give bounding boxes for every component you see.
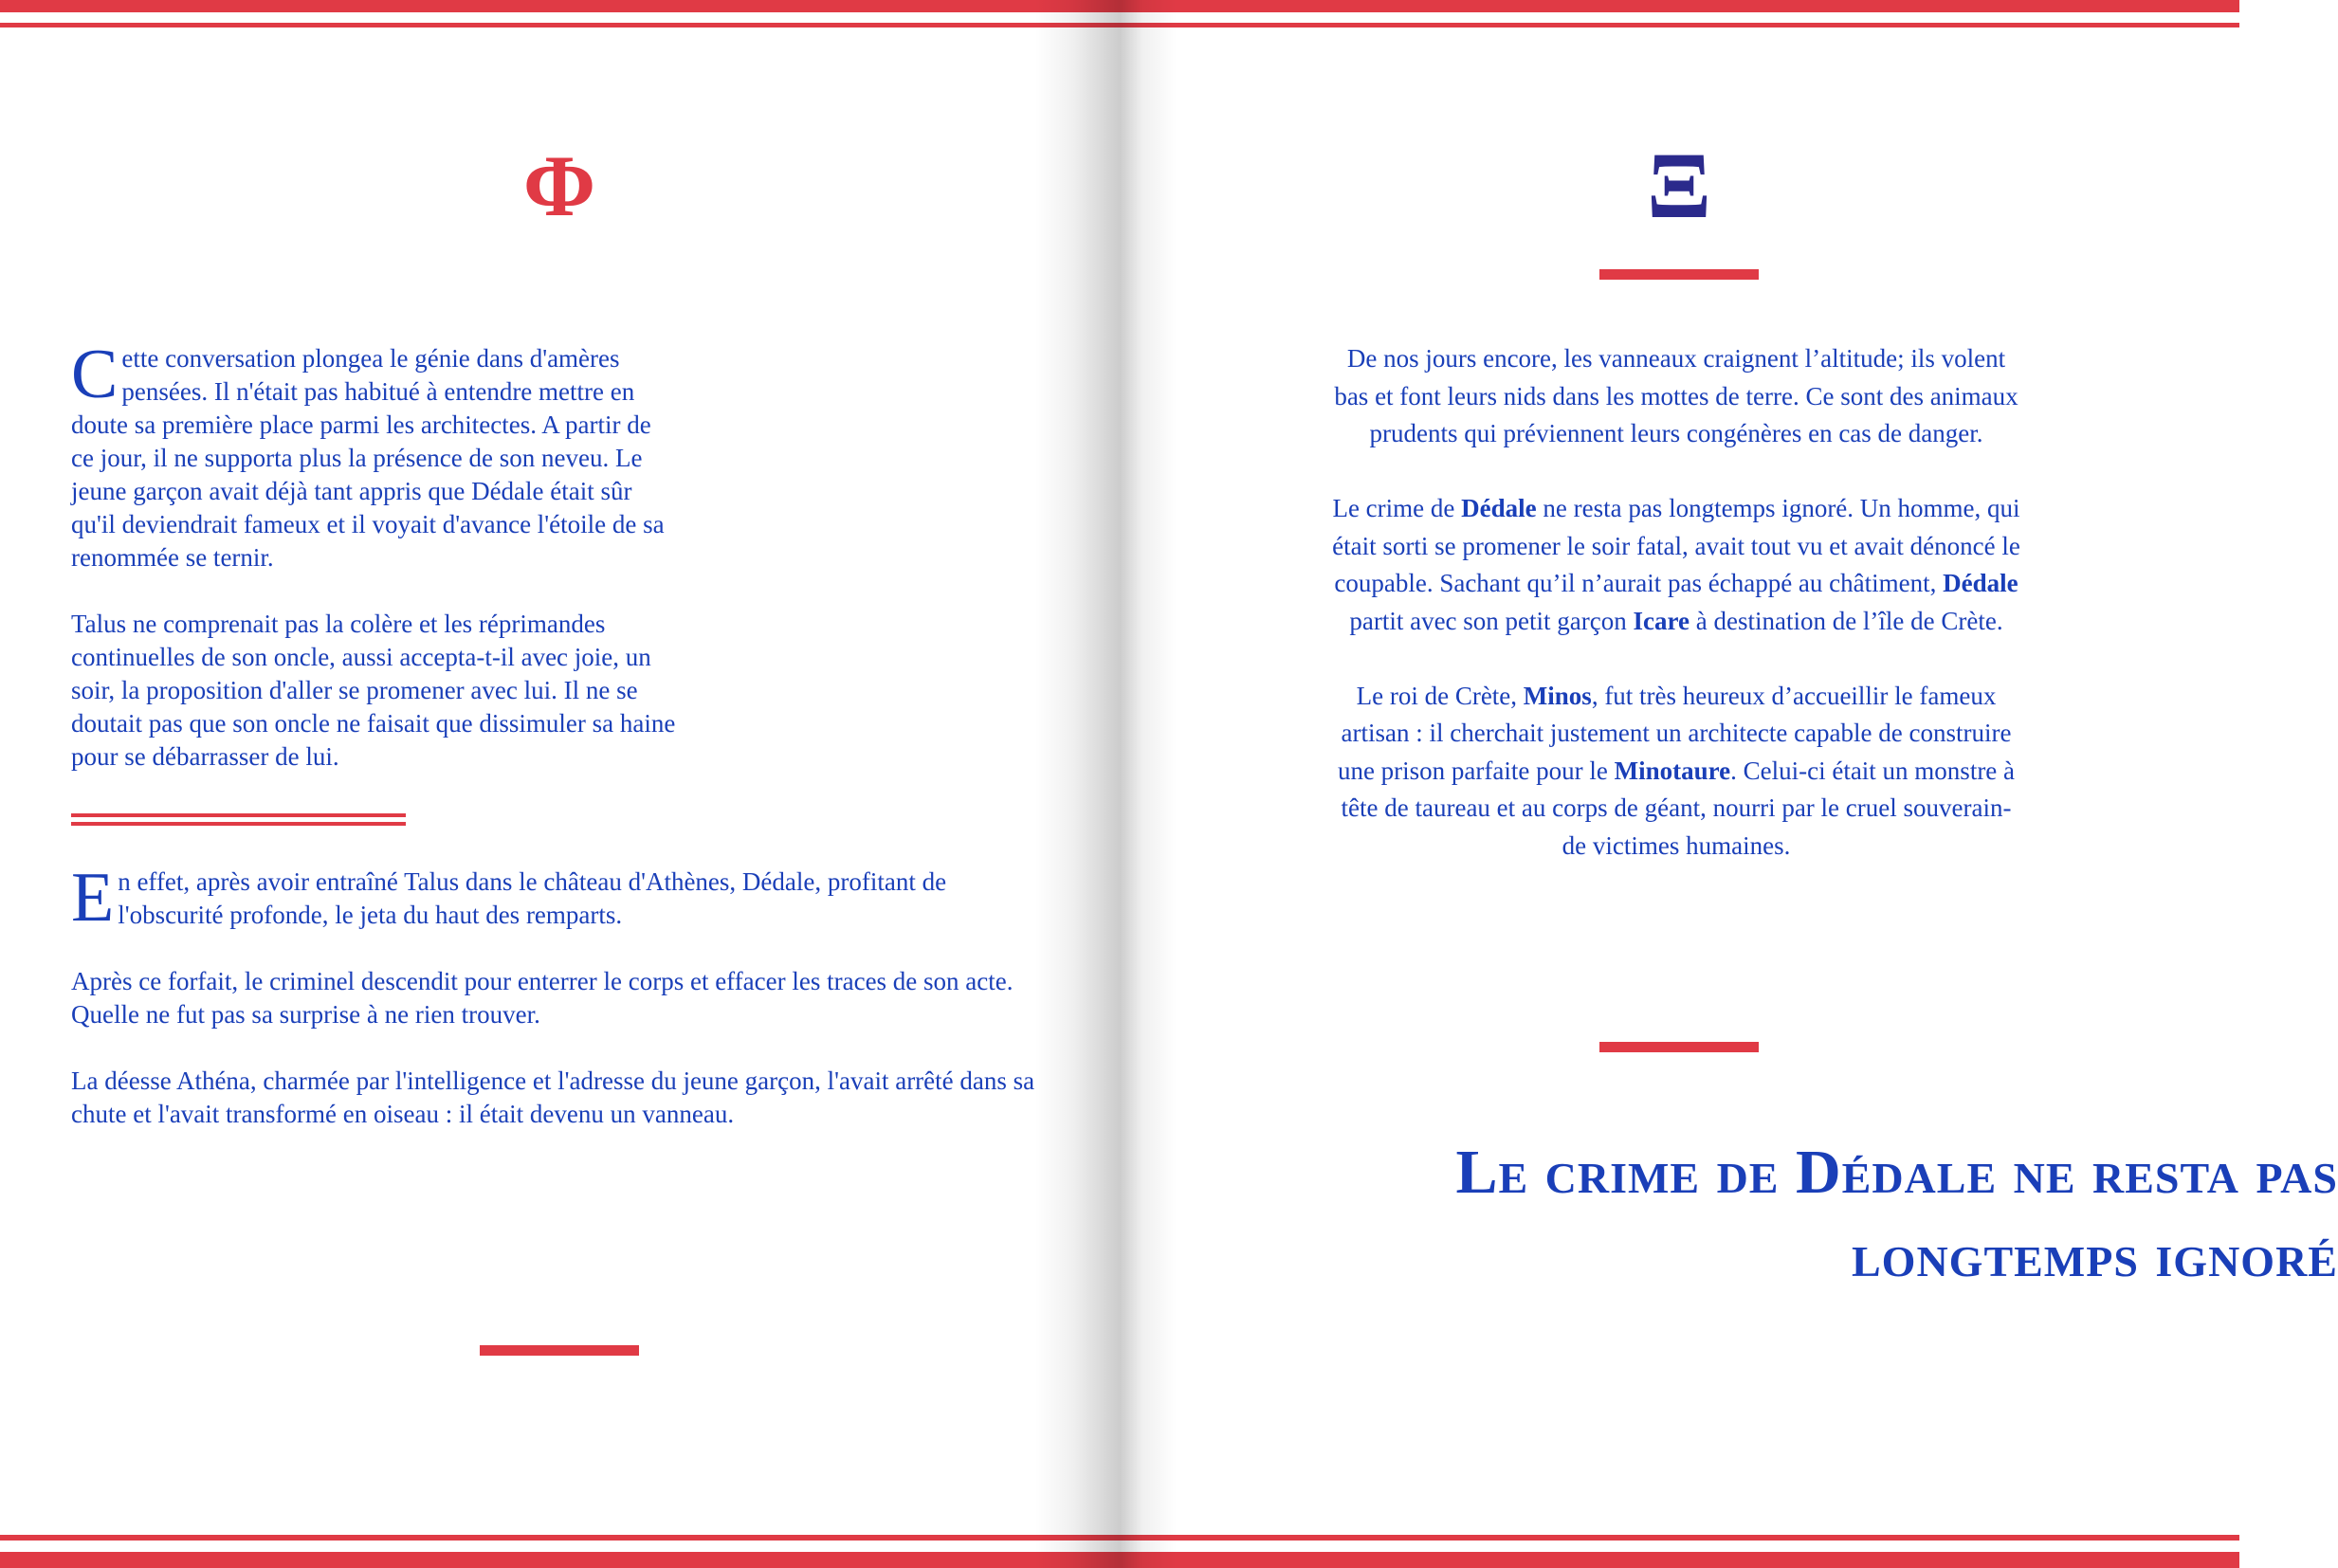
left-section-1: [71, 336, 678, 774]
right-body: [1330, 340, 2022, 865]
paragraph: Après ce forfait, le criminel descendit pour enterrer le corps et effacer les traces de son acte. Quelle ne fut pas sa surprise à ne rien trouver.: [71, 967, 1014, 1029]
dropcap: C: [71, 336, 119, 413]
paragraph: [71, 859, 1038, 937]
phi-glyph: Φ: [522, 137, 596, 234]
paragraph-text: n effet, après avoir entraîné Talus dans le château d'Athènes, Dédale, profitant de l'obscurité profonde, le jeta du haut des remparts.: [118, 867, 947, 929]
paragraph: Le crime de Dédale ne resta pas longtemps ignoré. Un homme, qui était sorti se promener le soir fatal, avait tout vu et avait dénoncé le coupable. Sachant qu’il n’aurait pas échappé au châtiment, Dédale partit avec son petit garçon Icare à destination de l’île de Crète.: [1332, 494, 2020, 635]
right-page: [1120, 0, 2338, 1568]
accent-bar-top: [1599, 269, 1759, 280]
paragraph: La déesse Athéna, charmée par l'intelligence et l'adresse du jeune garçon, l'avait arrêté dans sa chute et l'avait transformé en oiseau : il était devenu un vanneau.: [71, 1067, 1035, 1128]
bottom-rule-thick: [1120, 1552, 2239, 1568]
gutter-shadow: [1034, 0, 1120, 1568]
accent-bar-middle: [1599, 1042, 1759, 1052]
top-rule-thick: [0, 0, 1120, 12]
bottom-accent-bar: [480, 1345, 639, 1356]
left-page: [0, 0, 1120, 1568]
paragraph: Le roi de Crète, Minos, fut très heureux d’accueillir le fameux artisan : il cherchait justement un architecte capable de construire une prison parfaite pour le Minotaure. Celui-ci était un monstre à tête de taureau et au corps de géant, nourri par le cruel souverain-de victimes humaines.: [1337, 681, 2016, 860]
bottom-rule-thin: [0, 1535, 1120, 1541]
bottom-rule-thin: [1120, 1535, 2239, 1541]
name-dedale: Dédale: [1461, 494, 1537, 522]
double-divider: [71, 813, 406, 826]
paragraph: [71, 336, 678, 574]
top-rule-thin: [0, 23, 1120, 27]
gutter-shadow: [1120, 0, 1177, 1568]
top-rule-thick: [1120, 0, 2239, 12]
bottom-rule-thick: [0, 1552, 1120, 1568]
name-minotaure: Minotaure: [1614, 756, 1731, 785]
paragraph: Talus ne comprenait pas la colère et les réprimandes continuelles de son oncle, aussi accepta-t-il avec joie, un soir, la proposition d'aller se promener avec lui. Il ne se doutait pas que son oncle ne faisait que dissimuler sa haine pour se débarrasser de lui.: [71, 610, 676, 771]
name-dedale: Dédale: [1943, 569, 2018, 597]
paragraph: De nos jours encore, les vanneaux craignent l’altitude; ils volent bas et font leurs nids dans les mottes de terre. Ce sont des animaux prudents qui préviennent leurs congénères en cas de danger.: [1334, 344, 2018, 447]
pull-quote-headline: Le crime de Dédale ne resta pas longtemps ignoré: [1455, 1138, 2338, 1290]
dropcap: E: [71, 859, 115, 937]
paragraph-text: ette conversation plongea le génie dans d'amères pensées. Il n'était pas habitué à entendre mettre en doute sa première place parmi les architectes. A partir de ce jour, il ne supporta plus la présence de son neveu. Le jeune garçon avait déjà tant appris que Dédale était sûr qu'il deviendrait fameux et il voyait d'avance l'étoile de sa renommée se ternir.: [71, 344, 665, 572]
name-icare: Icare: [1633, 606, 1690, 635]
top-rule-thin: [1120, 23, 2239, 27]
xi-glyph: Ξ: [1647, 133, 1711, 238]
name-minos: Minos: [1523, 681, 1592, 710]
left-section-2: [71, 859, 1038, 1131]
